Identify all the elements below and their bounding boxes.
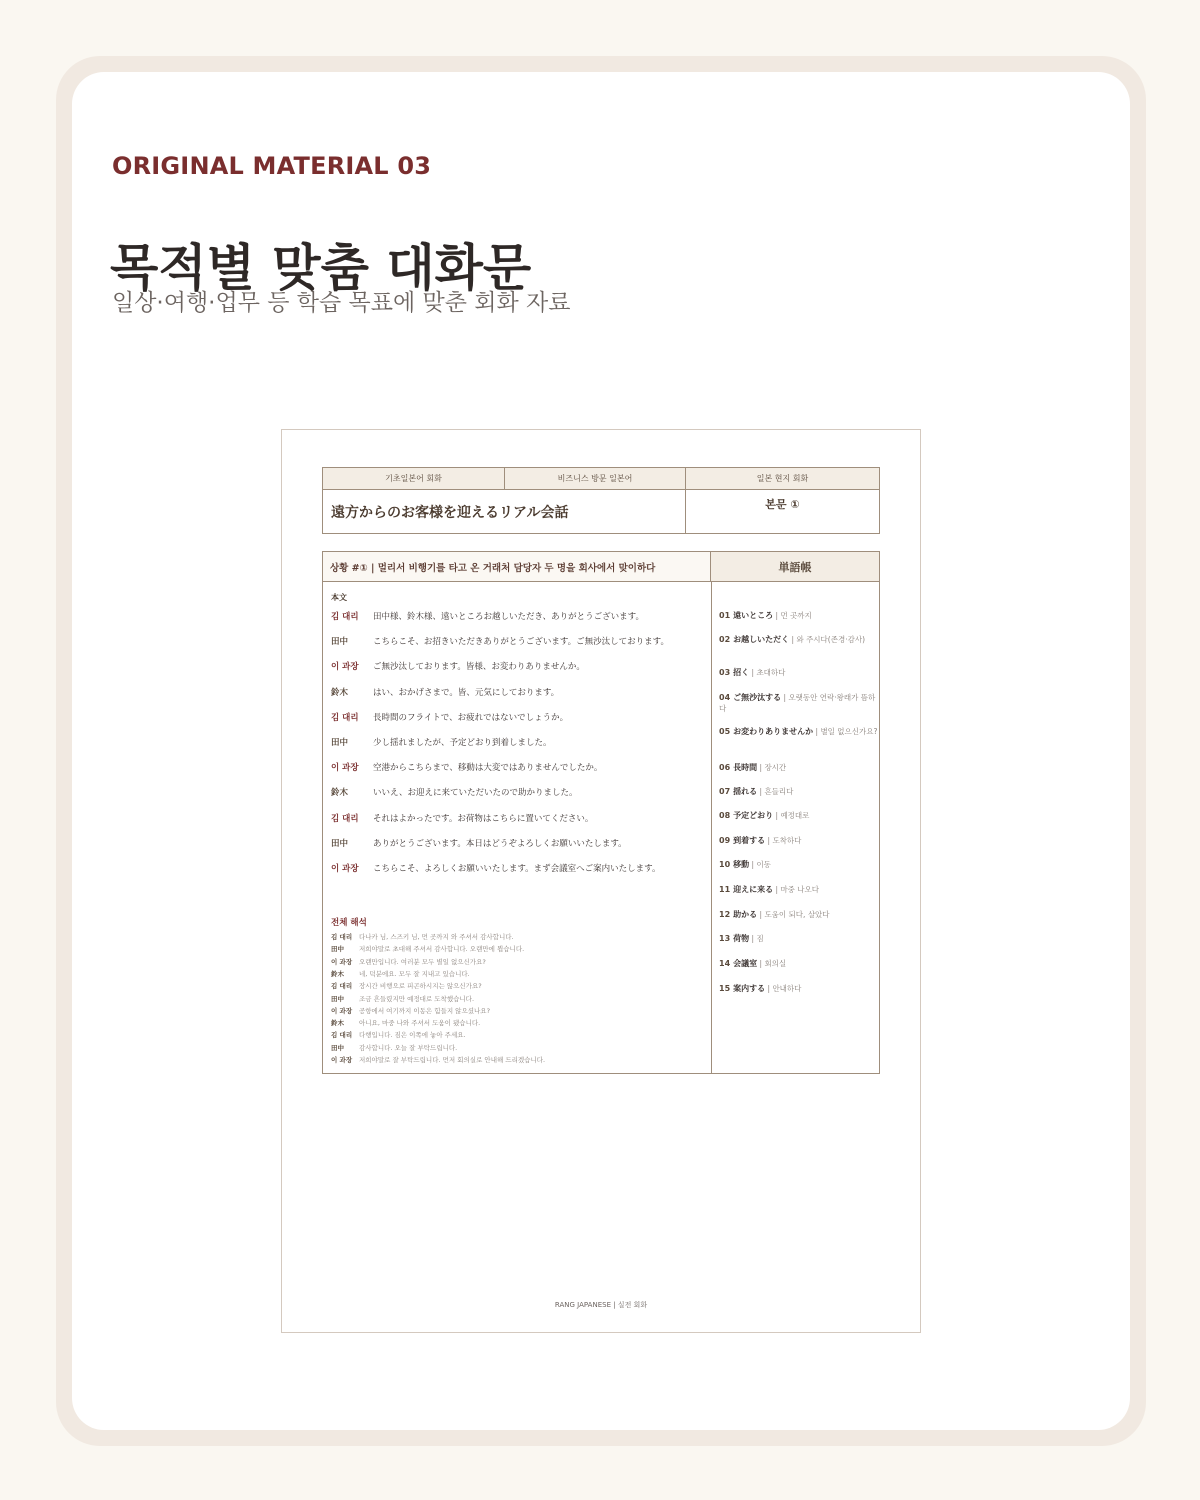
vocab-meaning: 회의실: [764, 959, 787, 968]
vocab-word: 案内する: [733, 984, 766, 993]
speaker-name: 김 대리: [331, 813, 359, 824]
lesson-title: 遠方からのお客様を迎えるリアル会話: [323, 490, 686, 533]
vocab-number: 10: [719, 860, 731, 869]
dialogue-line: [331, 786, 706, 798]
vocab-meaning: 먼 곳까지: [780, 611, 812, 620]
tag-local: 일본 현지 회화: [756, 474, 809, 483]
translation-text: 아니요, 마중 나와 주셔서 도움이 됐습니다.: [359, 1019, 481, 1028]
speaker-name: 이 과장: [331, 763, 359, 774]
speaker-name: 鈴木: [331, 687, 349, 698]
translation-speaker: 김 대리: [331, 1031, 353, 1040]
vocab-item: 05 お変わりありませんか | 별일 없으신가요?: [719, 727, 878, 736]
vocab-word: 到着する: [733, 836, 766, 845]
vocab-number: 11: [719, 885, 731, 894]
dialogue-line: [331, 610, 706, 622]
speaker-name: 김 대리: [331, 712, 359, 723]
vocab-meaning: 이동: [756, 860, 771, 869]
vocab-word: お変わりありませんか: [733, 727, 814, 736]
dialogue-line: [331, 686, 706, 698]
vocab-item: 15 案内する | 안내하다: [719, 984, 802, 993]
vocab-item: 13 荷物 | 짐: [719, 934, 764, 943]
vocab-meaning: 오랫동안 연락·왕래가 뜸하다: [719, 693, 876, 713]
dialogue-text: こちらこそ、よろしくお願いいたします。まず会議室へご案内いたします。: [373, 864, 661, 874]
lesson-body: [322, 551, 880, 1074]
sheet-header: [322, 467, 880, 534]
dialogue-text: 長時間のフライトで、お疲れではないでしょうか。: [373, 712, 569, 723]
speaker-name: 이 과장: [331, 864, 359, 874]
translation-text: 저희야말로 초대해 주셔서 감사합니다. 오랜만에 뵙습니다.: [359, 945, 525, 954]
vocab-meaning: 도착하다: [772, 836, 802, 845]
translation-speaker: 이 과장: [331, 1056, 353, 1064]
tag-basic: 기초일본어 회화: [323, 468, 505, 489]
vocab-number: 09: [719, 836, 731, 845]
translation-line: [331, 969, 706, 978]
vocab-word: 予定どおり: [733, 811, 774, 820]
dialogue-text: こちらこそ、お招きいただきありがとうございます。ご無沙汰しております。: [373, 637, 669, 648]
vocab-word: 遠いところ: [733, 611, 774, 620]
dialogue-line: [331, 736, 706, 748]
vocab-number: 08: [719, 811, 731, 820]
situation-bar: 상황 #① | 멀리서 비행기를 타고 온 거래처 담당자 두 명을 회사에서 맞이하다: [323, 552, 711, 582]
vocab-meaning: 별일 없으신가요?: [820, 727, 878, 736]
vocab-word: 招く: [733, 668, 750, 677]
translation-line: [331, 944, 706, 953]
vocab-item: 11 迎えに来る | 마중 나오다: [719, 885, 820, 894]
translation-text: 다나카 님, 스즈키 님, 먼 곳까지 와 주셔서 감사합니다.: [359, 933, 514, 941]
speaker-name: 田中: [331, 637, 349, 648]
vocab-item: 02 お越しいただく | 와 주시다(존경·감사): [719, 635, 866, 644]
page-title: 목적별 맞춤 대화문: [110, 239, 532, 297]
translation-text: 감사합니다. 오늘 잘 부탁드립니다.: [359, 1043, 458, 1052]
sheet-footer: RANG JAPANESE | 실전 회화: [554, 1301, 648, 1309]
vocab-number: 12: [719, 910, 731, 919]
dialogue-line: [331, 812, 706, 824]
translation-speaker: 김 대리: [331, 982, 353, 991]
vocab-item: 14 会議室 | 회의실: [719, 959, 787, 968]
vocab-number: 02: [719, 635, 731, 644]
dialogue-text: はい、おかげさまで。皆、元気にしております。: [373, 687, 560, 698]
text-heading: 本文: [331, 593, 347, 602]
dialogue-line: [331, 635, 706, 647]
vocab-item: 08 予定どおり | 예정대로: [719, 811, 810, 820]
vocab-number: 15: [719, 984, 731, 993]
translation-speaker: 鈴木: [331, 969, 344, 978]
vocab-meaning: 와 주시다(존경·감사): [796, 635, 866, 644]
dialogue-text: いいえ、お迎えに来ていただいたので助かりました。: [373, 788, 578, 799]
dialogue-line: [331, 862, 706, 874]
translation-speaker: 김 대리: [331, 933, 353, 941]
vocab-number: 05: [719, 727, 731, 736]
vocab-meaning: 초대하다: [756, 668, 786, 677]
eyebrow-label: ORIGINAL MATERIAL 03: [112, 152, 432, 180]
vocab-meaning: 안내하다: [772, 984, 802, 993]
translation-speaker: 鈴木: [331, 1019, 344, 1028]
vocab-meaning: 짐: [756, 934, 764, 943]
translation-text: 장시간 비행으로 피곤하시지는 않으신가요?: [359, 982, 482, 991]
vocab-number: 01: [719, 611, 731, 620]
translation-line: [331, 1043, 706, 1052]
vocab-word: 荷物: [733, 934, 750, 943]
translation-line: [331, 957, 706, 966]
page-subtitle: 일상·여행·업무 등 학습 목표에 맞춘 회화 자료: [112, 290, 571, 316]
dialogue-text: 空港からこちらまで、移動は大変ではありませんでしたか。: [373, 763, 603, 774]
translation-speaker: 田中: [331, 994, 344, 1003]
vocab-word: 長時間: [733, 763, 758, 772]
translation-text: 오랜만입니다. 여러분 모두 별일 없으신가요?: [359, 957, 486, 966]
vocab-number: 06: [719, 763, 731, 772]
translation-text: 다행입니다. 짐은 이쪽에 놓아 주세요.: [359, 1031, 466, 1040]
vocab-meaning: 마중 나오다: [780, 885, 820, 894]
content-card: [72, 72, 1130, 1430]
vocab-number: 14: [719, 959, 731, 968]
vocab-item: 04 ご無沙汰する | 오랫동안 연락·왕래가 뜸하다: [719, 693, 876, 713]
translation-line: [331, 1018, 706, 1027]
dialogue-line: [331, 761, 706, 773]
vocab-word: 会議室: [733, 959, 758, 968]
translation-text: 네, 덕분에요. 모두 잘 지내고 있습니다.: [359, 969, 470, 978]
vocab-word: 揺れる: [733, 787, 758, 796]
vocab-number: 13: [719, 934, 731, 943]
speaker-name: 김 대리: [331, 612, 359, 622]
vocab-item: 07 揺れる | 흔들리다: [719, 787, 794, 796]
vocab-item: 03 招く | 초대하다: [719, 668, 786, 677]
translation-line: [331, 1006, 706, 1015]
vocab-item: 01 遠いところ | 먼 곳까지: [719, 611, 812, 620]
translation-speaker: 이 과장: [331, 957, 353, 966]
translation-heading: 전체 해석: [331, 918, 367, 928]
tag-row: [323, 468, 879, 490]
vocab-item: 12 助かる | 도움이 되다, 살았다: [719, 910, 830, 919]
vocab-number: 03: [719, 668, 731, 677]
vocab-meaning: 예정대로: [780, 811, 810, 820]
vocab-meaning: 장시간: [764, 763, 787, 772]
vocab-heading: 単語帳: [711, 552, 879, 582]
translation-line: [331, 994, 706, 1003]
dialogue-text: それはよかったです。お荷物はこちらに置いてください。: [373, 813, 594, 824]
vocab-word: 迎えに来る: [733, 885, 774, 894]
vocab-number: 04: [719, 693, 731, 702]
vocab-item: 06 長時間 | 장시간: [719, 763, 787, 772]
dialogue-line: [331, 837, 706, 849]
translation-speaker: 田中: [331, 1043, 344, 1052]
speaker-name: 田中: [331, 838, 349, 849]
dialogue-text: 少し揺れましたが、予定どおり到着しました。: [373, 738, 552, 748]
vocab-word: 移動: [733, 860, 750, 869]
vocab-meaning: 도움이 되다, 살았다: [764, 910, 830, 919]
dialogue-line: [331, 660, 706, 672]
vocab-item: 10 移動 | 이동: [719, 860, 771, 869]
vocab-number: 07: [719, 787, 731, 796]
translation-text: 공항에서 여기까지 이동은 힘들지 않으셨나요?: [359, 1006, 491, 1015]
dialogue-text: ご無沙汰しております。皆様、お変わりありませんか。: [373, 662, 585, 673]
tag-business: 비즈니스 방문 일본어: [505, 468, 686, 489]
translation-text: 저희야말로 잘 부탁드립니다. 먼저 회의실로 안내해 드리겠습니다.: [359, 1056, 546, 1064]
section-label: 본문 ①: [765, 498, 800, 511]
vocab-item: 09 到着する | 도착하다: [719, 836, 802, 845]
column-divider: [711, 582, 712, 1073]
speaker-name: 이 과장: [331, 662, 359, 673]
translation-speaker: 이 과장: [331, 1006, 353, 1015]
translation-line: [331, 1055, 706, 1064]
dialogue-text: 田中様、鈴木様、遠いところお越しいただき、ありがとうございます。: [373, 612, 644, 622]
translation-text: 조금 흔들렸지만 예정대로 도착했습니다.: [359, 994, 475, 1003]
speaker-name: 田中: [331, 738, 349, 748]
material-sheet: [281, 429, 921, 1333]
translation-line: [331, 981, 706, 990]
translation-line: [331, 932, 706, 941]
translation-line: [331, 1030, 706, 1039]
dialogue-text: ありがとうございます。本日はどうぞよろしくお願いいたします。: [373, 838, 627, 849]
vocab-meaning: 흔들리다: [764, 787, 794, 796]
translation-speaker: 田中: [331, 945, 344, 954]
outer-frame: [56, 56, 1146, 1446]
speaker-name: 鈴木: [331, 788, 349, 799]
vocab-word: 助かる: [733, 910, 758, 919]
vocab-word: お越しいただく: [733, 635, 790, 644]
dialogue-line: [331, 711, 706, 723]
vocab-word: ご無沙汰する: [733, 693, 782, 702]
